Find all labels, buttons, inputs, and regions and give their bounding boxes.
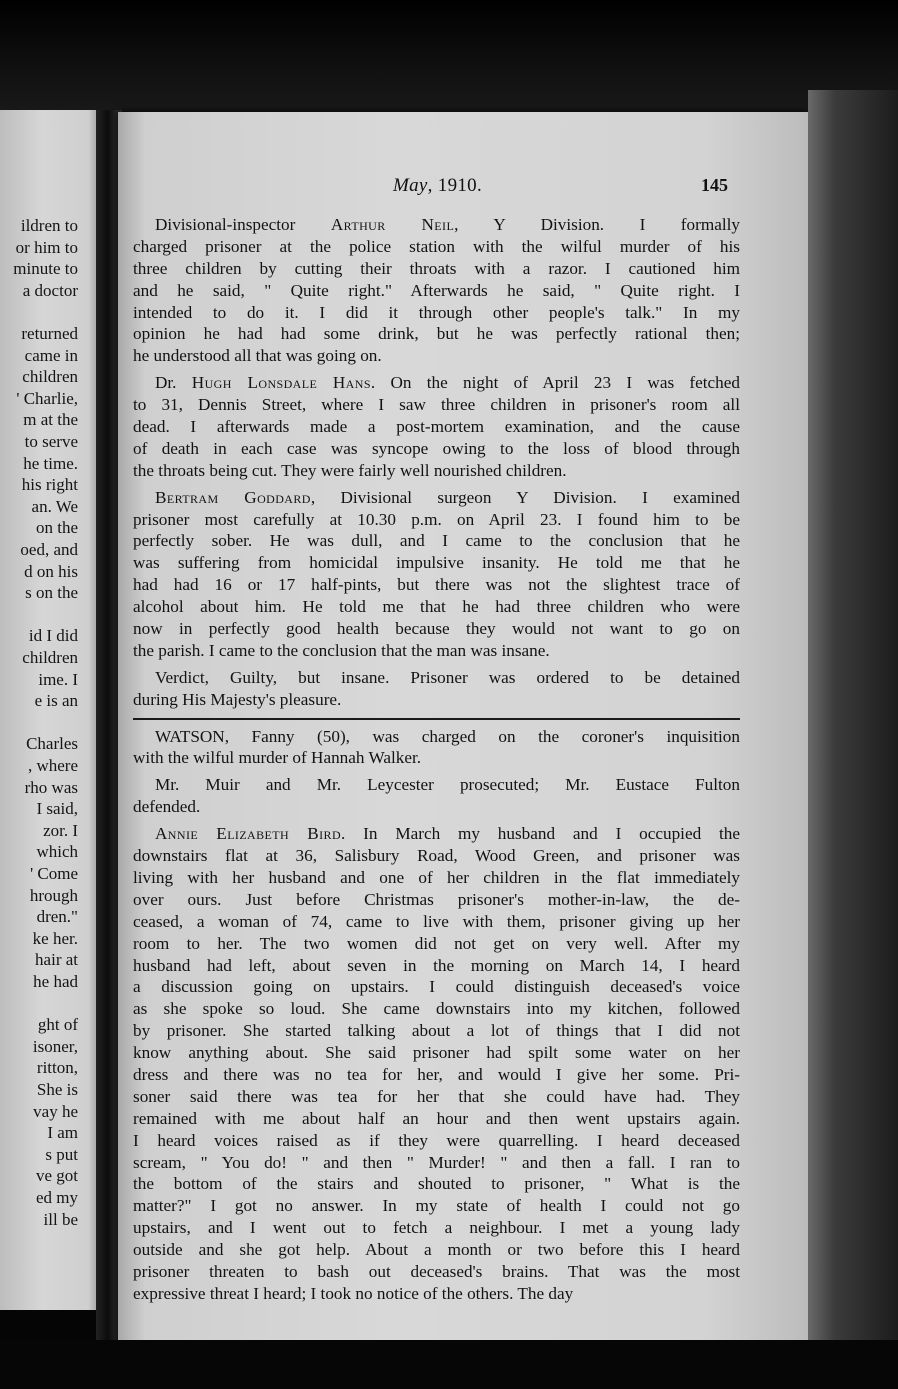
text-line	[133, 689, 740, 711]
neil-case-section	[133, 214, 740, 711]
line-text: matter?" I got no answer. In my state of health I could not go	[133, 1196, 740, 1216]
left-page-fragment: I said,	[36, 799, 78, 819]
left-page-fragment: zor. I	[43, 820, 78, 840]
body-text	[133, 214, 740, 1310]
line-text: defended.	[133, 797, 201, 817]
left-page-fragment: s put	[45, 1144, 78, 1164]
line-text: Verdict, Guilty, but insane. Prisoner was ordered to be detained	[155, 667, 740, 687]
line-text: downstairs flat at 36, Salisbury Road, Wood Green, and prisoner was	[133, 846, 740, 866]
line-text: , Y Division. I formally	[454, 215, 740, 234]
left-page-fragment: s on the	[25, 583, 78, 603]
text-line	[133, 747, 740, 769]
text-line	[133, 774, 740, 796]
left-page-fragment: ' Come	[30, 864, 78, 883]
text-line	[133, 1239, 740, 1261]
paragraph-hans	[133, 372, 740, 481]
left-page-fragment: ritton,	[36, 1058, 78, 1078]
line-text: WATSON, Fanny (50), was charged on the coroner's inquisition	[155, 726, 740, 746]
text-line	[133, 889, 740, 911]
left-page-fragment: I am	[47, 1123, 78, 1143]
left-page-fragment: an. We	[31, 496, 78, 516]
line-text: was suffering from homicidal impulsive insanity. He told me that he	[133, 553, 740, 573]
line-text: prisoner threaten to bash out deceased's brains. That was the most	[133, 1261, 740, 1281]
left-page-fragment: to serve	[24, 432, 78, 451]
text-line	[133, 933, 740, 955]
line-text: over ours. Just before Christmas prisoner's mother-in-law, the de-	[133, 889, 740, 909]
text-line	[133, 345, 740, 367]
paragraph-watson	[133, 726, 740, 770]
paragraph-goddard	[133, 487, 740, 662]
line-text: the throats being cut. They were fairly well nourished children.	[133, 460, 567, 480]
left-page-fragment: which	[36, 842, 78, 862]
line-text: during His Majesty's pleasure.	[133, 689, 342, 709]
left-page-fragment: children	[22, 648, 78, 667]
text-line	[133, 911, 740, 933]
left-page-fragment: ildren to	[20, 216, 78, 235]
left-page-fragment: hair at	[35, 950, 78, 970]
line-text: to 31, Dennis Street, where I saw three children in prisoner's room all	[133, 395, 740, 415]
line-text: ceased, a woman of 74, came to live with them, prisoner giving up her	[133, 911, 740, 931]
text-line	[133, 1152, 740, 1174]
text-line	[133, 867, 740, 889]
line-text: scream, " You do! " and then " Murder! " and then a fall. I ran to	[133, 1152, 740, 1172]
line-text: expressive threat I heard; I took no notice of the others. The day	[133, 1283, 574, 1303]
left-page-fragment: on the	[35, 518, 78, 538]
left-page-fragment: rho was	[24, 777, 78, 797]
line-lead: Divisional-inspector	[155, 215, 331, 234]
text-line	[133, 796, 740, 818]
line-text: had had 16 or 17 half-pints, but there was not the slightest trace of	[133, 575, 740, 595]
left-page-fragment: he had	[33, 972, 78, 991]
left-page-fragment: children	[22, 367, 78, 387]
left-page-fragment: dren."	[36, 907, 78, 927]
text-line	[133, 574, 740, 596]
line-text: charged prisoner at the police station with the wilful murder of his	[133, 236, 740, 256]
text-line	[133, 416, 740, 438]
text-line	[133, 302, 740, 324]
left-page-fragment: a doctor	[22, 280, 78, 300]
left-page-fragment: hrough	[29, 885, 78, 905]
left-page-fragment: ill be	[43, 1209, 78, 1229]
line-text: , Divisional surgeon Y Division. I examined	[310, 487, 740, 507]
witness-name: Arthur Neil	[330, 215, 455, 234]
text-line	[133, 1064, 740, 1086]
text-line	[133, 667, 740, 689]
left-page-fragment: ' Charlie,	[16, 388, 78, 408]
left-page-fragment: Charles	[26, 734, 78, 754]
line-text: know anything about. She said prisoner had spilt some water on her	[133, 1043, 740, 1063]
left-page-fragment: he time.	[23, 453, 78, 473]
paragraph-bird	[133, 823, 740, 1305]
left-page-fragment: minute to	[13, 259, 78, 279]
left-page-fragment: id I did	[28, 626, 78, 646]
text-line	[133, 280, 740, 302]
left-page-fragment: ght of	[37, 1015, 78, 1035]
line-text: of death in each case was syncope owing to the loss of blood through	[133, 438, 740, 458]
line-text: room to her. The two women did not get on very well. After my	[133, 933, 740, 953]
text-line	[133, 487, 740, 509]
left-page-fragment: m at the	[23, 410, 78, 430]
text-line	[133, 998, 740, 1020]
text-line	[133, 1283, 740, 1305]
line-text: living with her husband and one of her children in the flat immediately	[133, 867, 740, 887]
text-line	[133, 323, 740, 345]
page-number: 145	[701, 175, 728, 195]
paragraph-neil	[133, 214, 740, 367]
left-page-fragment: ve got	[35, 1166, 78, 1186]
left-page-fragment: returned	[21, 324, 78, 343]
scan-background-right	[808, 90, 898, 1389]
text-line	[133, 1042, 740, 1064]
line-text: and he said, " Quite right." Afterwards he said, " Quite right. I	[133, 280, 740, 300]
line-text: opinion he had had some drink, but he was perfectly rational then;	[133, 324, 740, 344]
text-line	[133, 726, 740, 748]
line-text: alcohol about him. He told me that he had three children who were	[133, 597, 740, 617]
text-line	[133, 1130, 740, 1152]
text-line	[133, 1108, 740, 1130]
left-page-fragment: oed, and	[20, 540, 78, 559]
left-page-fragment: ke her.	[32, 928, 78, 948]
line-text: dead. I afterwards made a post-mortem examination, and the cause	[133, 417, 740, 437]
line-text: outside and she got help. About a month or two before this I heard	[133, 1240, 740, 1260]
text-line	[133, 236, 740, 258]
line-text: upstairs, and I went out to fetch a neighbour. I met a young lady	[133, 1218, 740, 1238]
line-text: the parish. I came to the conclusion that the man was insane.	[133, 640, 550, 660]
text-line	[133, 1173, 740, 1195]
left-page-fragment: e is an	[34, 691, 78, 711]
watson-case-section	[133, 726, 740, 1305]
line-text: dress and there was no tea for her, and would I give her some. Pri-	[133, 1064, 740, 1084]
facing-page-left	[0, 110, 104, 1310]
line-text: as she spoke so loud. She came downstairs into my kitchen, followed	[133, 999, 740, 1019]
witness-name: Annie Elizabeth Bird	[155, 824, 342, 844]
left-page-fragment: isoner,	[32, 1036, 78, 1056]
line-text: soner said there was tea for her that she could have had. They	[133, 1086, 740, 1106]
text-line	[133, 976, 740, 998]
line-text: he understood all that was going on.	[133, 346, 382, 366]
paragraph-counsel	[133, 774, 740, 818]
left-page-fragment: d on his	[24, 561, 78, 581]
left-page-fragment: She is	[36, 1080, 78, 1099]
text-line	[133, 552, 740, 574]
page-header	[118, 175, 808, 199]
left-page-fragment: his right	[21, 475, 78, 495]
left-page-fragment: came in	[24, 345, 78, 365]
line-text: with the wilful murder of Hannah Walker.	[133, 748, 422, 768]
text-line	[133, 640, 740, 662]
text-line	[133, 1217, 740, 1239]
text-line	[133, 530, 740, 552]
line-text: now in perfectly good health because they would not want to go on	[133, 619, 740, 639]
line-text: by prisoner. She started talking about a lot of things that I did not	[133, 1021, 740, 1041]
text-line	[133, 1086, 740, 1108]
text-line	[133, 845, 740, 867]
witness-name: Hugh Lonsdale Hans	[191, 373, 371, 393]
left-page-fragment: ed my	[35, 1188, 78, 1207]
line-text: I heard voices raised as if they were quarrelling. I heard deceased	[133, 1130, 740, 1150]
text-line	[133, 618, 740, 640]
line-text: . On the night of April 23 I was fetched	[370, 373, 740, 393]
line-text: Mr. Muir and Mr. Leycester prosecuted; Mr. Eustace Fulton	[155, 775, 740, 795]
line-text: three children by cutting their throats with a razor. I cautioned him	[133, 258, 740, 278]
text-line	[133, 1261, 740, 1283]
witness-name: Bertram Goddard	[155, 487, 311, 507]
text-line	[133, 596, 740, 618]
line-text: the bottom of the stairs and shouted to prisoner, " What is the	[133, 1174, 740, 1194]
line-text: . In March my husband and I occupied the	[341, 824, 740, 844]
left-page-fragment: or him to	[15, 237, 78, 257]
text-line	[133, 1195, 740, 1217]
left-page-fragment: ime. I	[38, 669, 78, 689]
section-divider	[133, 718, 740, 720]
text-line	[133, 1020, 740, 1042]
text-line	[133, 394, 740, 416]
left-page-fragment: , where	[27, 756, 78, 775]
line-text: a discussion going on upstairs. I could distinguish deceased's voice	[133, 977, 740, 997]
text-line	[133, 214, 740, 236]
paragraph-verdict	[133, 667, 740, 711]
line-text: prisoner most carefully at 10.30 p.m. on April 23. I found him to be	[133, 509, 740, 529]
text-line	[133, 258, 740, 280]
line-text: perfectly sober. He was dull, and I came to the conclusion that he	[133, 531, 740, 551]
text-line	[133, 372, 740, 394]
text-line	[133, 438, 740, 460]
text-line	[133, 460, 740, 482]
scan-background-top	[0, 0, 898, 120]
text-line	[133, 955, 740, 977]
text-line	[133, 823, 740, 845]
line-lead: Dr.	[155, 373, 192, 393]
line-text: husband had left, about seven in the morning on March 14, I heard	[133, 955, 740, 975]
line-text: intended to do it. I did it through other people's talk." In my	[133, 302, 740, 322]
left-page-fragment: vay he	[33, 1101, 78, 1121]
line-text: remained with me about half an hour and then went upstairs again.	[133, 1108, 740, 1128]
running-head: May, 1910.	[393, 175, 483, 196]
text-line	[133, 509, 740, 531]
scan-background-bottom	[0, 1340, 898, 1389]
